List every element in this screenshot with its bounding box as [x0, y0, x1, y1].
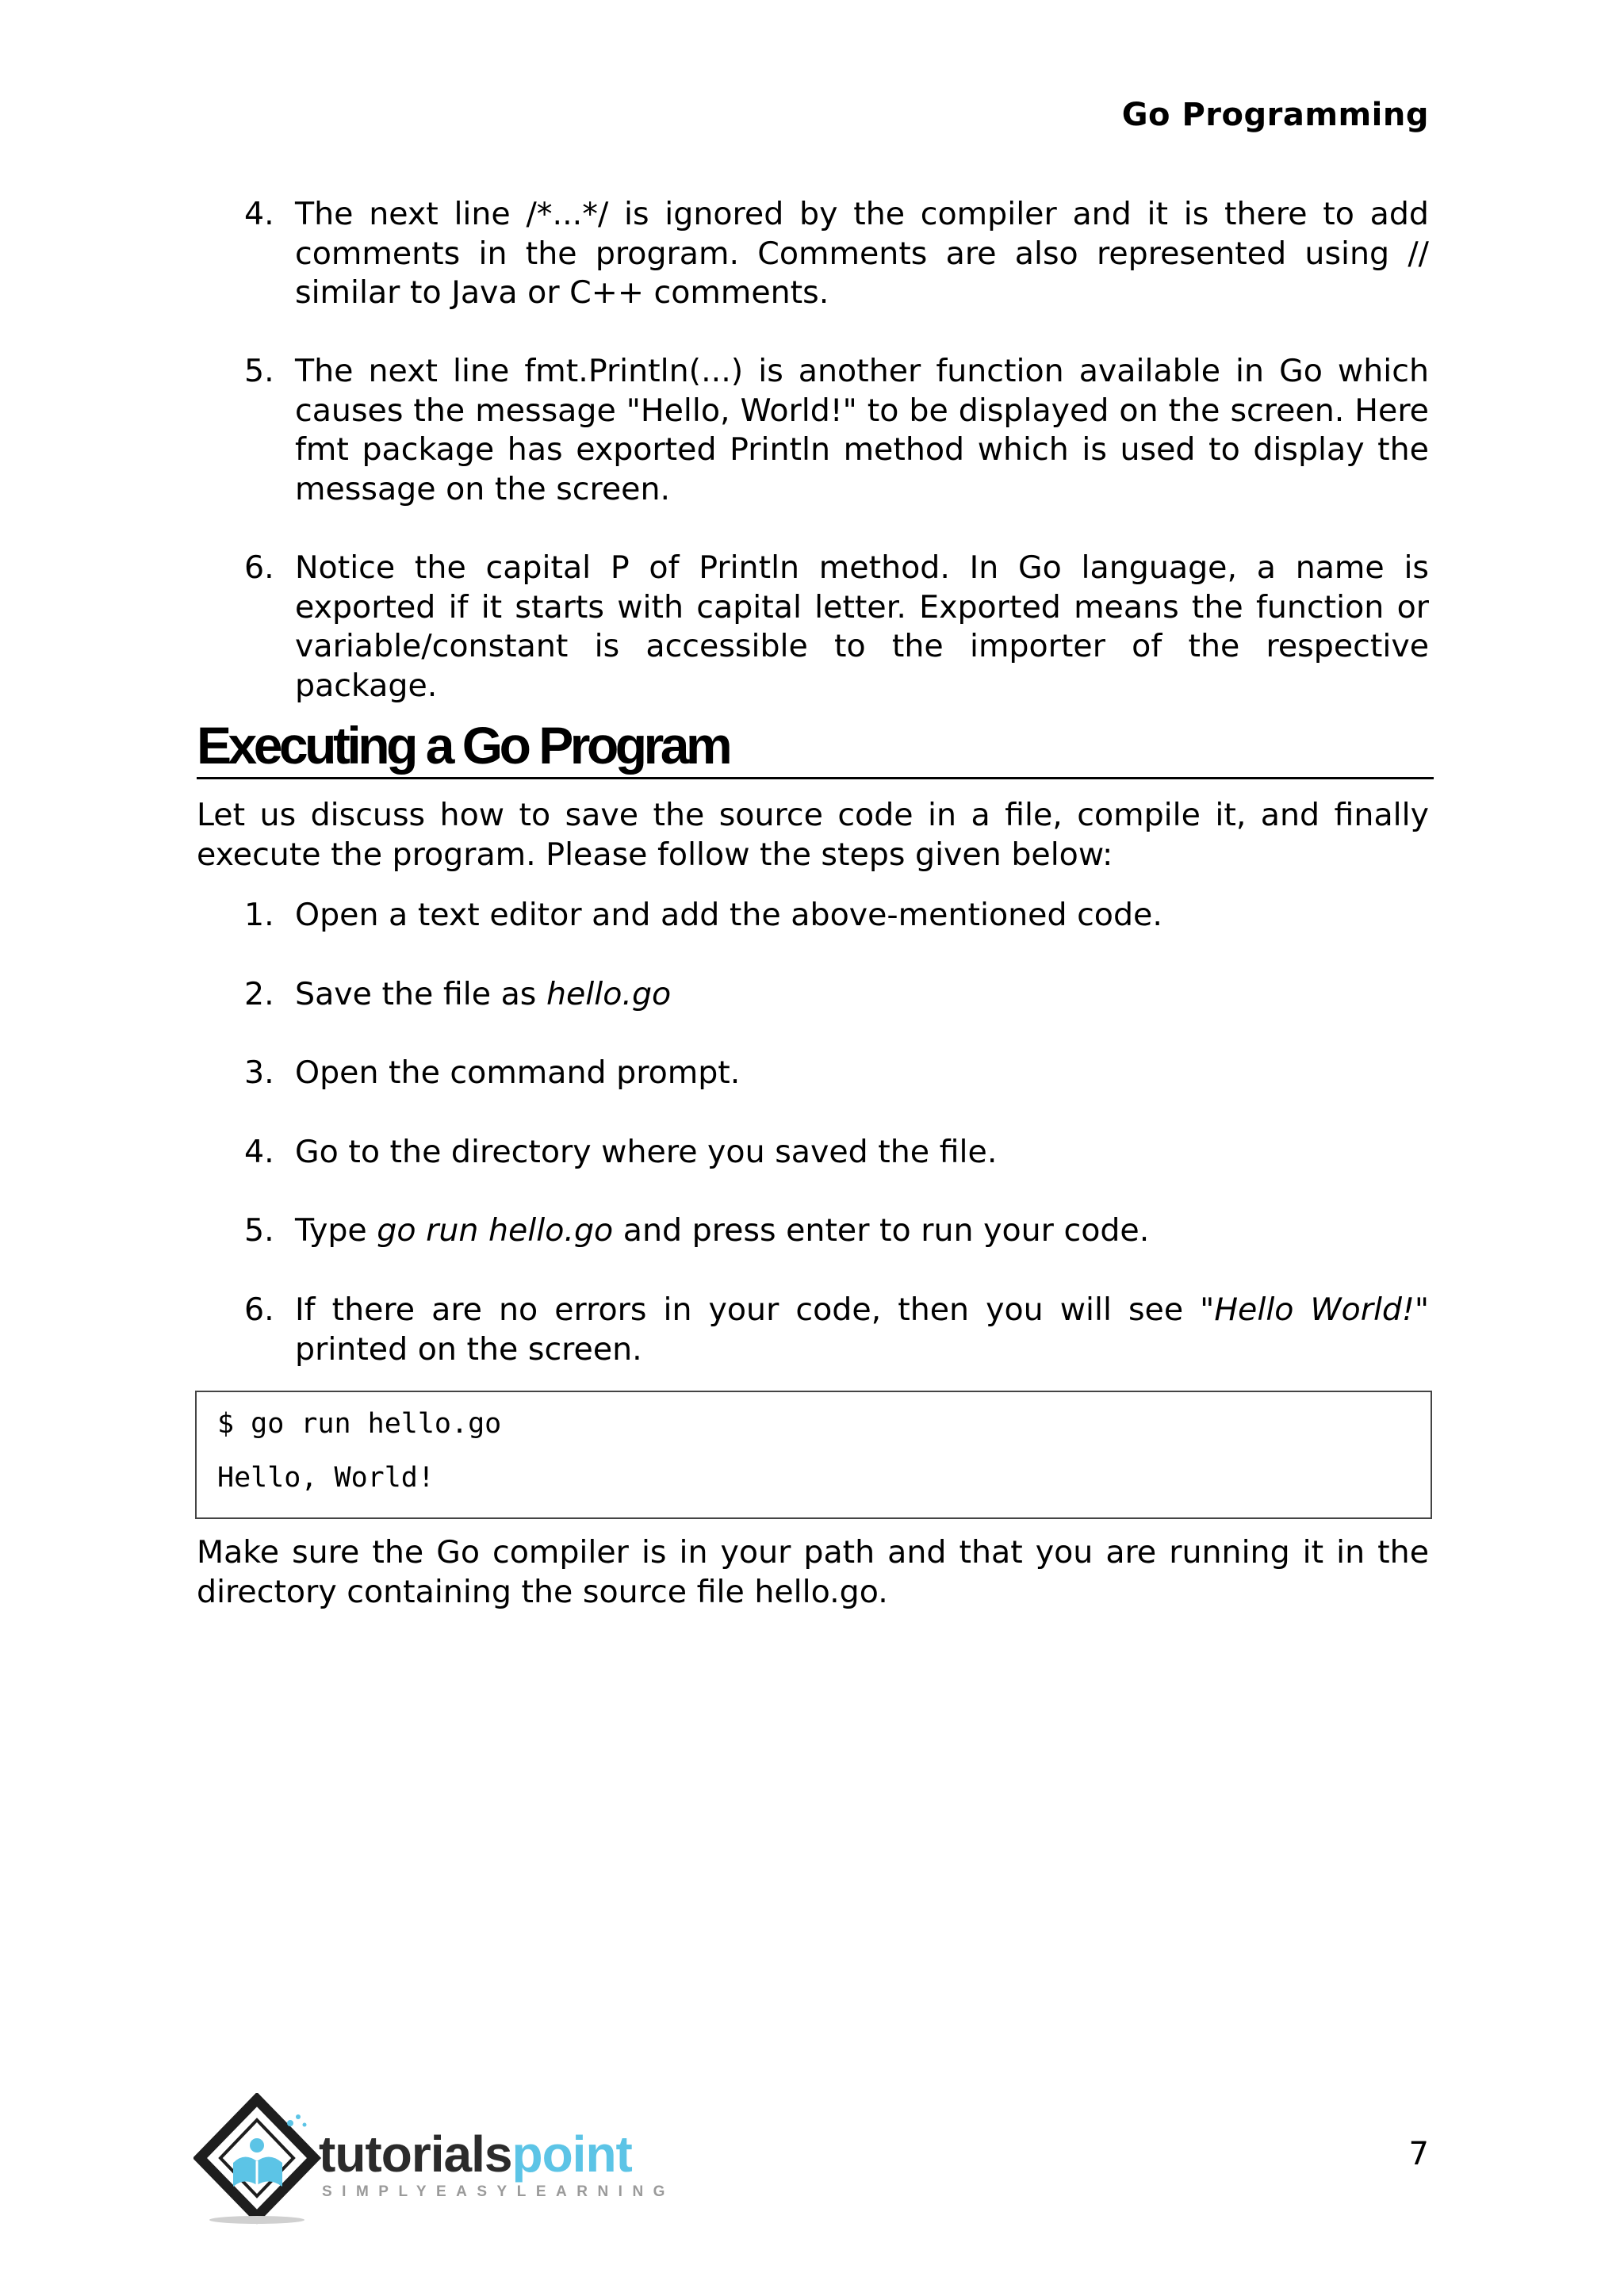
- logo-wordmark: tutorialspoint: [319, 2126, 632, 2183]
- step-number: 1.: [244, 897, 274, 933]
- closing-paragraph: Make sure the Go compiler is in your path and that you are running it in the directory containing the source file hello.go.: [197, 1534, 1429, 1610]
- list-number: 4.: [244, 196, 274, 232]
- list-text: Notice the capital P of Println method. In Go language, a name is exported if it starts with capital letter. Exported means the function or variable/constant is accessible to the importer of the respective package.: [295, 549, 1429, 704]
- page-number: 7: [1408, 2136, 1429, 2172]
- step-number: 6.: [244, 1292, 274, 1328]
- step-number: 3.: [244, 1054, 274, 1091]
- heading-rule: [197, 777, 1434, 779]
- code-block: [195, 1391, 1432, 1519]
- step-text: Open a text editor and add the above-mentioned code.: [295, 897, 1162, 933]
- step-text: Type go run hello.go and press enter to run your code.: [295, 1212, 1150, 1249]
- step-text: If there are no errors in your code, then you will see "Hello World!" printed on the screen.: [295, 1292, 1430, 1368]
- logo-tagline: SIMPLYEASYLEARNING: [322, 2183, 675, 2200]
- step-emphasis: go run hello.go: [377, 1212, 614, 1249]
- running-header: Go Programming: [1121, 97, 1429, 133]
- step-text: Open the command prompt.: [295, 1054, 741, 1091]
- logo-diamond-icon: [193, 2093, 328, 2228]
- step-number: 5.: [244, 1212, 274, 1249]
- step-number: 4.: [244, 1134, 274, 1170]
- list-number: 6.: [244, 549, 274, 586]
- list-number: 5.: [244, 353, 274, 389]
- step-text: Go to the directory where you saved the file.: [295, 1134, 998, 1170]
- step-text: Save the file as hello.go: [295, 976, 672, 1012]
- intro-paragraph: Let us discuss how to save the source code in a file, compile it, and finally execute the program. Please follow the steps given below:: [197, 797, 1429, 873]
- step-emphasis: hello.go: [546, 976, 672, 1012]
- code-line: $ go run hello.go: [217, 1408, 502, 1440]
- step-emphasis: "Hello World!": [1200, 1292, 1430, 1328]
- step-number: 2.: [244, 976, 274, 1012]
- section-heading: Executing a Go Program: [197, 716, 730, 775]
- list-text: The next line fmt.Println(...) is another function available in Go which causes the message "Hello, World!" to be displayed on the screen. Here fmt package has exported Println method which is used to display the message on the screen.: [295, 353, 1429, 507]
- list-text: The next line /*...*/ is ignored by the compiler and it is there to add comments in the program. Comments are also represented using // similar to Java or C++ comments.: [295, 196, 1429, 312]
- code-line: Hello, World!: [217, 1462, 435, 1494]
- tutorialspoint-logo: [193, 2093, 675, 2228]
